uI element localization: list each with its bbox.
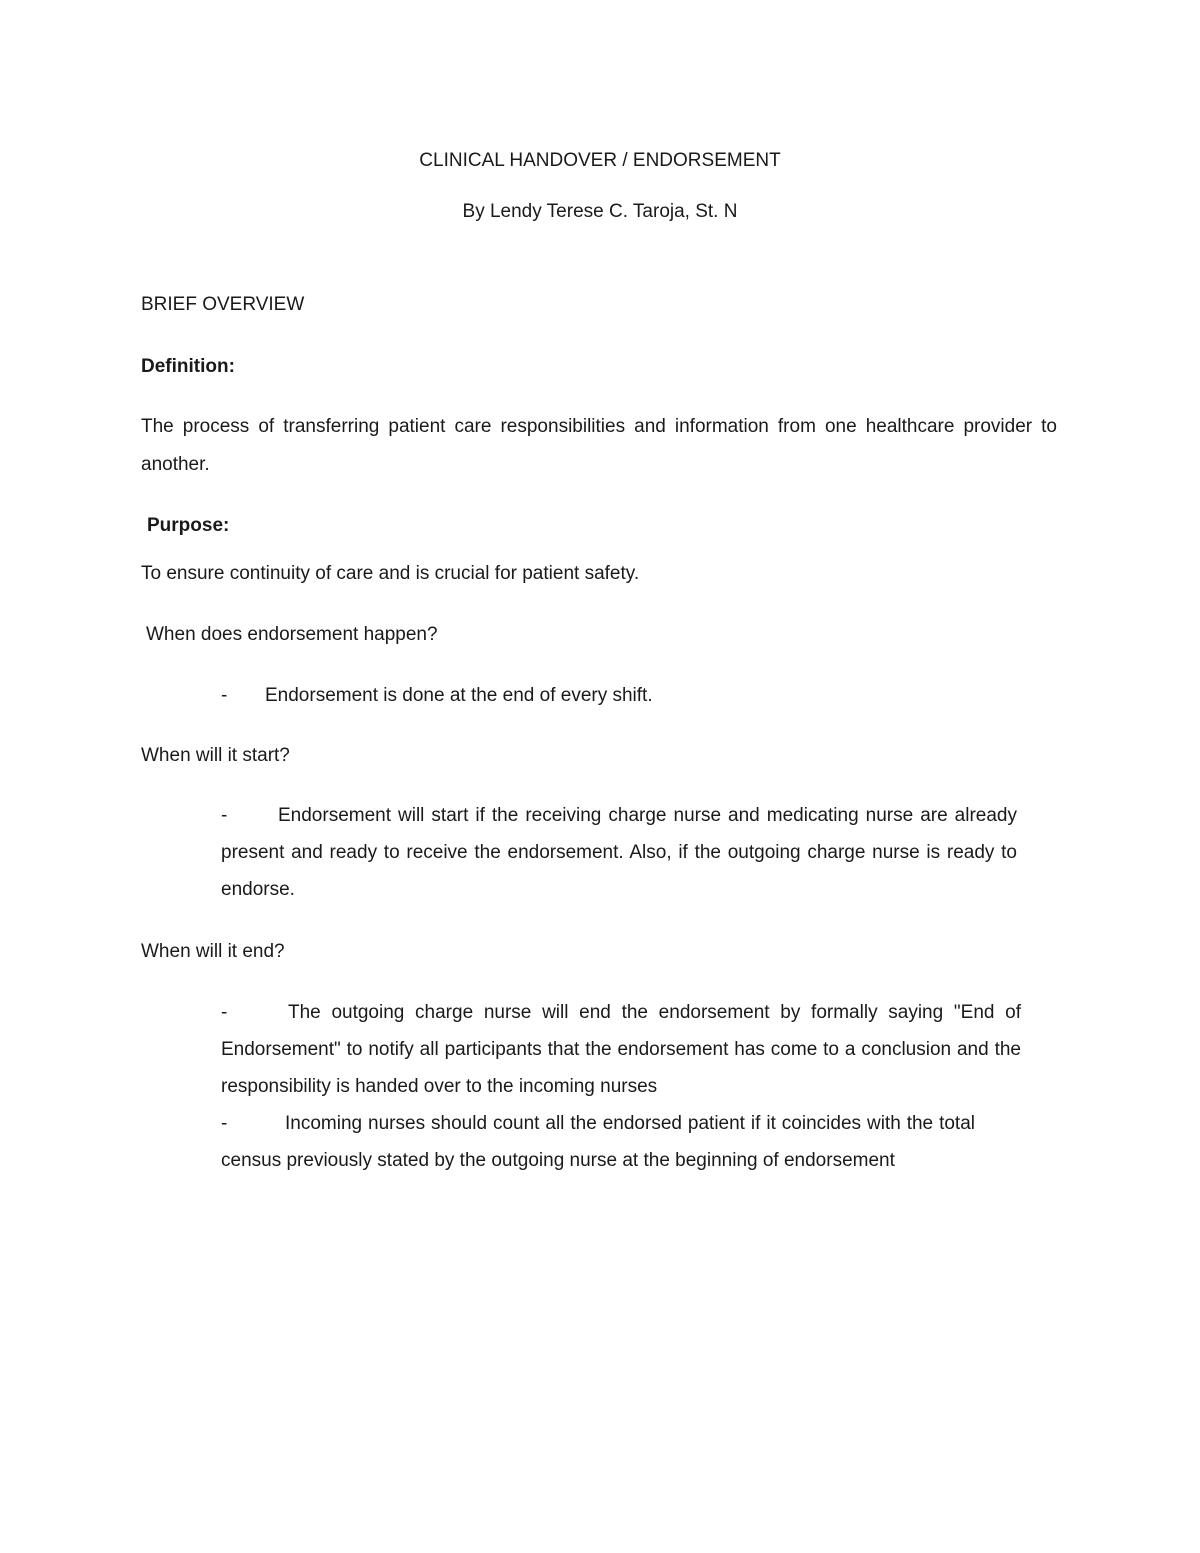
bullet-dash: - xyxy=(221,685,228,706)
bullet-when-end-1 xyxy=(221,994,1021,1105)
bullet-text: The outgoing charge nurse will end the endorsement by formally saying "End of Endorsement" to notify all participants that the endorsement has come to a conclusion and the responsibility is handed over to the incoming nurses xyxy=(221,1002,1021,1097)
bullet-text: Endorsement will start if the receiving charge nurse and medicating nurse are already present and ready to receive the endorsement. Also, if the outgoing charge nurse is ready to endorse. xyxy=(221,805,1017,900)
bullet-when-happen-1 xyxy=(221,677,1021,714)
bullet-dash: - xyxy=(221,1002,228,1023)
question-when-happen: When does endorsement happen? xyxy=(146,624,438,645)
bullet-when-end-2 xyxy=(221,1105,975,1179)
bullet-text: Endorsement is done at the end of every shift. xyxy=(265,685,653,706)
section-heading: BRIEF OVERVIEW xyxy=(141,294,305,315)
definition-label: Definition: xyxy=(141,356,235,377)
document-author: By Lendy Terese C. Taroja, St. N xyxy=(462,201,738,222)
definition-text: The process of transferring patient care responsibilities and information from one healthcare provider to another. xyxy=(141,416,1057,475)
bullet-dash: - xyxy=(221,805,228,826)
bullet-dash: - xyxy=(221,1113,228,1134)
document-title: CLINICAL HANDOVER / ENDORSEMENT xyxy=(419,150,781,171)
purpose-label: Purpose: xyxy=(147,515,230,536)
purpose-text: To ensure continuity of care and is crucial for patient safety. xyxy=(141,563,640,584)
bullet-text: Incoming nurses should count all the endorsed patient if it coincides with the total census previously stated by the outgoing nurse at the beginning of endorsement xyxy=(221,1113,975,1171)
bullet-when-start-1 xyxy=(221,797,1017,908)
question-when-start: When will it start? xyxy=(141,745,290,766)
question-when-end: When will it end? xyxy=(141,941,285,962)
